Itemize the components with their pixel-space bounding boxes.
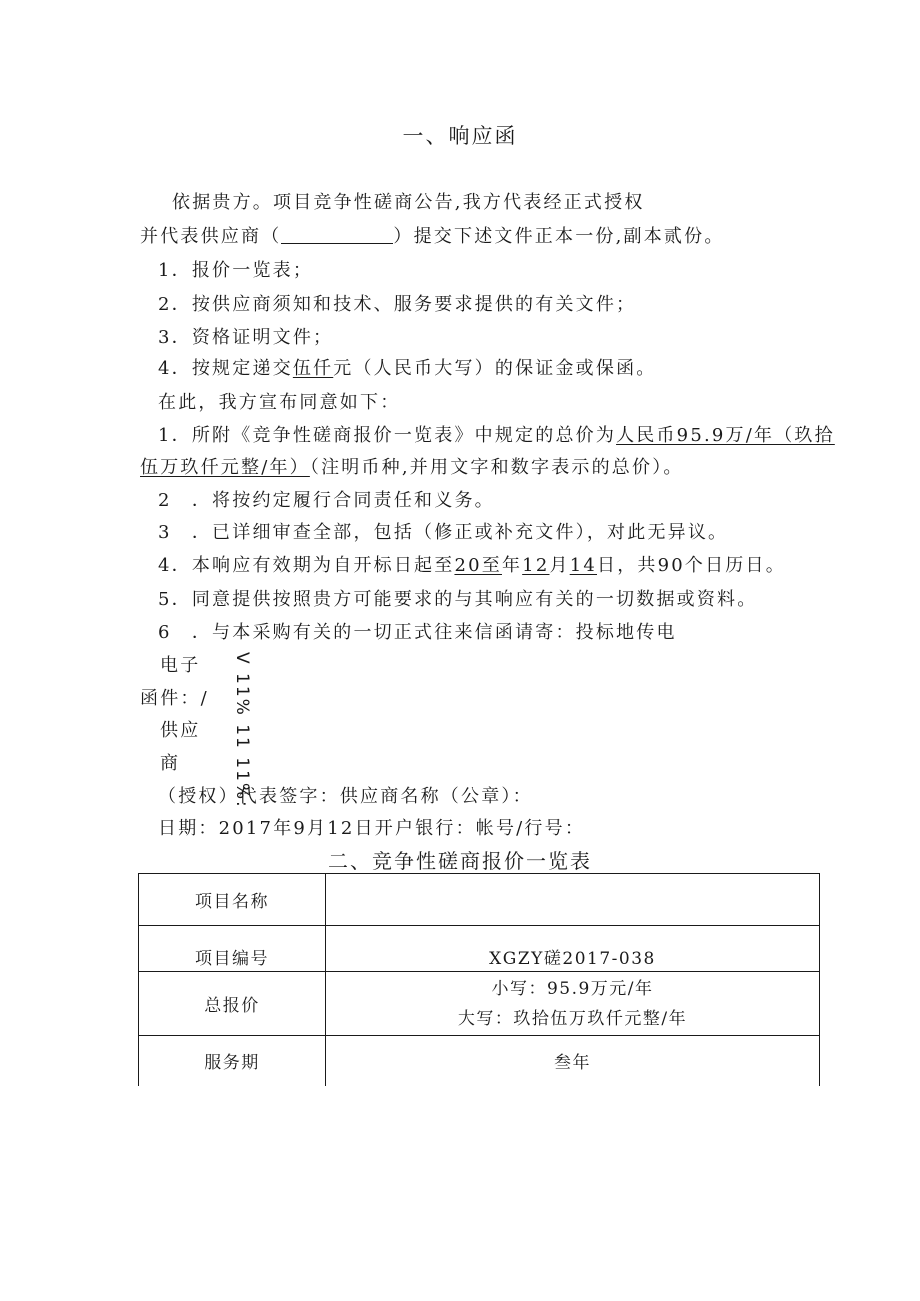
fragment-hanjian: 函件：/ <box>140 688 209 709</box>
item-2: 2．按供应商须知和技术、服务要求提供的有关文件； <box>158 294 637 315</box>
deposit-amount: 伍仟 <box>292 358 334 379</box>
section2-title: 二、竞争性磋商报价一览表 <box>328 849 592 873</box>
item-4-start: 4．按规定递交 <box>158 358 293 379</box>
total-price-value <box>326 972 820 1036</box>
declaration-2: 2 ．将按约定履行合同责任和义务。 <box>158 490 495 511</box>
declaration-1-end: （注明币种,并用文字和数字表示的总价）。 <box>309 457 684 478</box>
declaration-1-start: 1．所附《竞争性磋商报价一览表》中规定的总价为 <box>158 425 617 446</box>
intro-line-1: 依据贵方。项目竞争性磋商公告,我方代表经正式授权 <box>172 192 645 213</box>
service-period-value: 叁年 <box>326 1036 820 1086</box>
item-1: 1．报价一览表； <box>158 260 314 281</box>
declaration-4-end: 日，共90个日历日。 <box>597 555 786 576</box>
table-row <box>139 926 820 972</box>
table-row <box>139 972 820 1036</box>
quote-table <box>138 873 820 1086</box>
date-bank-line: 日期：2017年9月12日开户银行：帐号/行号： <box>158 818 586 839</box>
month-label: 月 <box>549 555 570 576</box>
declaration-5: 5．同意提供按照贵方可能要求的与其响应有关的一切数据或资料。 <box>158 589 758 610</box>
total-price-part-1: 人民币95.9万/年（玖拾 <box>616 425 835 446</box>
intro-line-2 <box>140 224 725 250</box>
declaration-4 <box>158 553 786 579</box>
table-row <box>139 1036 820 1086</box>
item-3: 3．资格证明文件； <box>158 327 334 348</box>
vertical-garbled-text: V 11% 11 11%: <box>232 652 252 809</box>
validity-day: 14 <box>569 555 597 576</box>
declaration-1-line-2 <box>140 455 684 481</box>
project-name-label: 项目名称 <box>139 874 326 926</box>
validity-year: 20至 <box>454 555 502 576</box>
intro-line-2-start: 并代表供应商（ <box>140 226 282 247</box>
project-name-value <box>326 874 820 926</box>
fragment-dianzi: 电子 <box>160 655 201 676</box>
project-number-value: XGZY磋2017-038 <box>326 926 820 972</box>
fragment-shang: 商 <box>160 753 181 774</box>
item-4 <box>158 356 656 382</box>
signature-line: （授权）代表签字：供应商名称（公章）： <box>158 786 533 807</box>
item-4-end: 元（人民币大写）的保证金或保函。 <box>333 358 657 379</box>
total-price-uppercase: 大写：玖拾伍万玖仟元整/年 <box>457 1008 688 1029</box>
declaration-4-start: 4．本响应有效期为自开标日起至 <box>158 555 455 576</box>
intro-line-2-end: ）提交下述文件正本一份,副本贰份。 <box>393 226 725 247</box>
service-period-label: 服务期 <box>139 1036 326 1086</box>
validity-month: 12 <box>522 555 550 576</box>
total-price-lowercase: 小写：95.9万元/年 <box>491 978 654 999</box>
total-price-part-2: 伍万玖仟元整/年） <box>140 457 310 478</box>
declaration-1-line-1 <box>158 423 835 449</box>
section1-title: 一、响应函 <box>402 124 518 148</box>
declaration-3: 3 ．已详细审查全部，包括（修正或补充文件），对此无异议。 <box>158 522 729 543</box>
project-number-label: 项目编号 <box>139 926 326 972</box>
table-row <box>139 874 820 926</box>
declaration-6: 6 ．与本采购有关的一切正式往来信函请寄：投标地传电 <box>158 622 677 643</box>
fragment-gongying: 供应 <box>160 720 201 741</box>
declaration-heading: 在此，我方宣布同意如下： <box>158 392 401 413</box>
total-price-label: 总报价 <box>139 972 326 1036</box>
year-label: 年 <box>501 555 523 576</box>
supplier-name-blank <box>281 225 393 244</box>
